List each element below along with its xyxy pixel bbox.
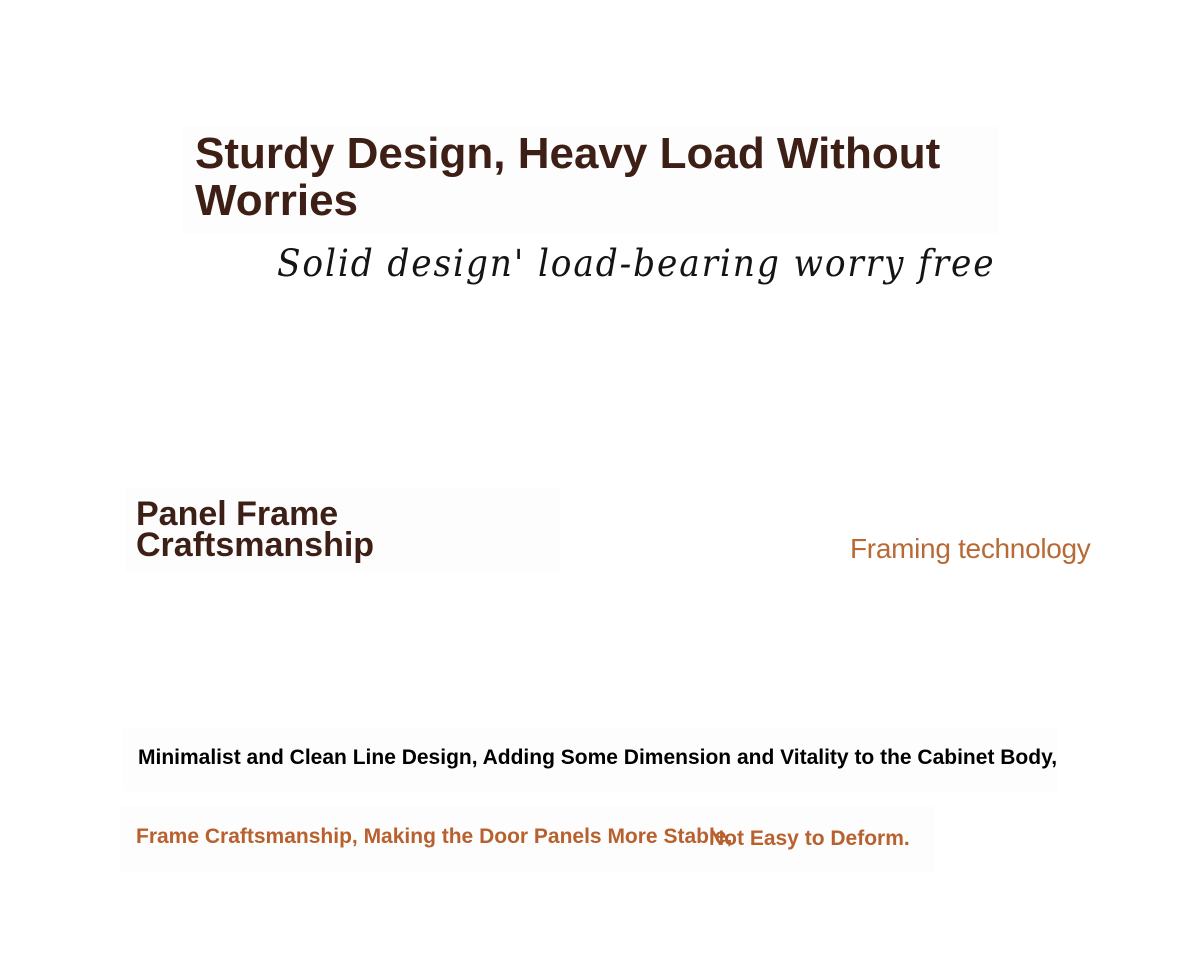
panel-frame-title: [136, 495, 375, 564]
hero-title: Sturdy Design, Heavy Load Without Worries: [195, 129, 941, 225]
panel-title-line-1: Panel Frame: [136, 495, 339, 533]
framing-technology-label: Framing technology: [850, 533, 1091, 564]
accent-text-line-a: Frame Craftsmanship, Making the Door Panels More Stable,: [136, 825, 733, 848]
panel-title-line-2: Craftsmanship: [136, 526, 375, 564]
accent-text-line-b: Not Easy to Deform.: [709, 827, 910, 850]
script-subtitle: Solid design' load-bearing worry free: [277, 242, 996, 285]
description-text: Minimalist and Clean Line Design, Adding Some Dimension and Vitality to the Cabinet Body,: [138, 746, 1058, 769]
